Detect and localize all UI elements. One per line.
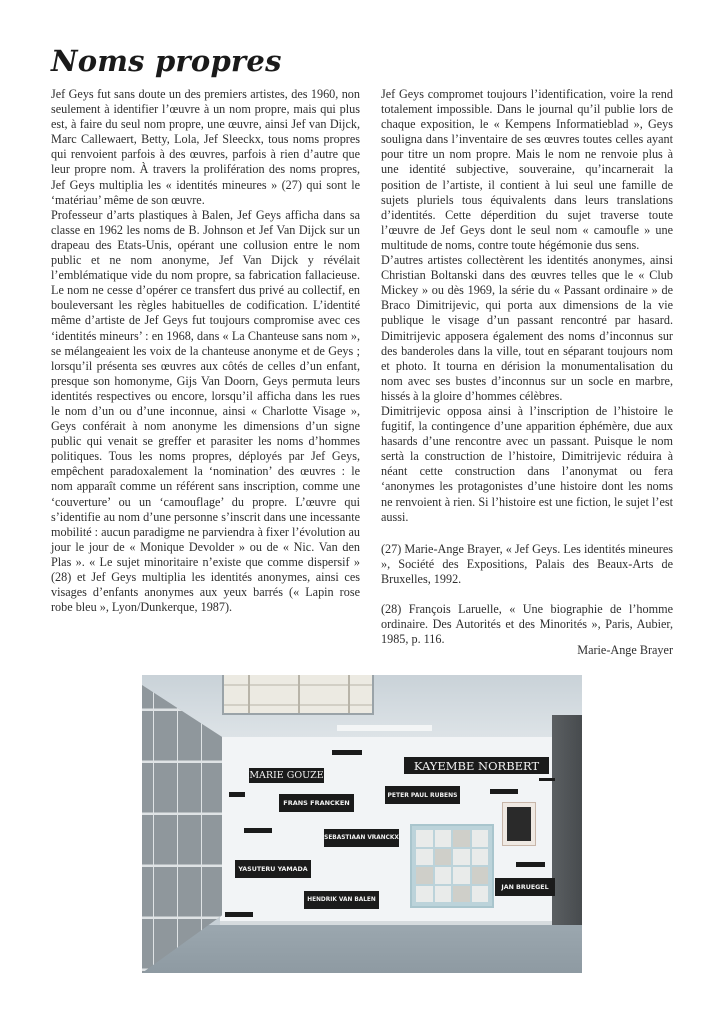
- footnote-28: (28) François Laruelle, « Une biographie de l’homme ordinaire. Des Autorités et des Minorités », Paris, Aubier, 1985, p. 116.: [381, 602, 673, 647]
- nameplate-sebastiaan-vranckx: SEBASTIAAN VRANCKX: [324, 829, 399, 847]
- paragraph: Dimitrijevic opposa ainsi à l’inscription de l’histoire le fugitif, la contingence d’une apparition éphémère, due aux hasards d’une rencontre avec un passant. Puisque le nom sertà la construction de l’histoire, Dimitrijevic réduira à néant cette construction dans l’anonymat ou fera ‘anonymes les protagonistes d’une histoire dont les noms ne renvoient à rien. Si l’histoire est une fiction, le sujet l’est aussi.: [381, 403, 673, 524]
- small-plaque: [225, 912, 253, 917]
- nameplate-kayembe-norbert: KAYEMBE NORBERT: [404, 757, 549, 774]
- ceiling-light: [337, 725, 432, 731]
- author-signature: Marie-Ange Brayer: [577, 643, 673, 657]
- paragraph: Professeur d’arts plastiques à Balen, Jef Geys afficha dans sa classe en 1962 les noms de B. Johnson et Jef Van Dijck sur un drapeau des Etats-Unis, opérant une collusion entre le nom public et ne nom anonyme, Jef Van Dijck y révélait l’emblématique vide du nom propre, sa fabrication fallacieuse. Le nom ne cesse d’opérer ce transfert dus privé au collectif, en bouleversant les règles habituelles de codification. L’identité même d’artiste de Jef Geys fut toujours compromise avec ces ‘identités mineurs’ : en 1968, dans « La Chanteuse sans nom », se mélangeaient les voix de la chanteuse anonyme et de Geys ; lorsqu’il présenta ses œuvres aux côtés de celles d’un enfant, presque son homonyme, Gijs Van Doorn, Geys permuta leurs identités respectives ou encore, lorsqu’il afficha dans les rues le nom d’un ou d’une inconnue, ainsi « Charlotte Visage », Geys conférait à nom anonyme les dimensions d’un signe public qui venait se greffer et parasiter les noms d’hommes politiques. Tous les noms propres, déployés par Jef Geys, empêchent paradoxalement la ‘nomination’ des œuvres : le nom apparaît comme un référent sans inscription, comme une ‘couverture’ ou un ‘camouflage’ du propre. L’œuvre qui s’identifie au nom d’une personne s’inscrit dans une incessante mobilité : aucun paradigme ne parviendra à fixer l’évolution au jour le jour de « Monique Devolder » ou de « Nic. Van den Plas ». « Le sujet minoritaire n’existe que comme dispersif » (28) et Jef Geys multiplia les identités anonymes, ainsi ces visages d’enfants anonymes aux yeux barrés (« Lapin rose robe bleu », Lyon/Dunkerque, 1987).: [51, 207, 360, 615]
- doorway: [552, 715, 582, 945]
- small-plaque: [244, 828, 272, 833]
- nameplate-jan-bruegel: JAN BRUEGEL: [495, 878, 555, 896]
- article-right-column: [381, 87, 673, 525]
- small-plaque: [516, 862, 545, 867]
- nameplate-peter-paul-rubens: PETER PAUL RUBENS: [385, 786, 460, 804]
- installation-photo: [142, 675, 582, 973]
- footnote-27: (27) Marie-Ange Brayer, « Jef Geys. Les identités mineures », Société des Expositions, Palais des Beaux-Arts de Bruxelles, 1992.: [381, 542, 673, 587]
- paragraph: Jef Geys fut sans doute un des premiers artistes, des 1960, non seulement à identifier l’œuvre à un nom propre, mais qui plus est, à faire du seul nom propre, une œuvre, ainsi Jef van Dijck, Marc Callewaert, Betty, Lola, Jef Sleeckx, tous noms propres qui renvoient parfois à des œuvres, parfois à rien d’autre que leur propre nom. À travers la prolifération des noms propres, Jef Geys multiplia les « identités mineures » (27) qui sont le ‘matériau’ même de son œuvre.: [51, 87, 360, 207]
- nameplate-frans-francken: FRANS FRANCKEN: [279, 794, 354, 812]
- framed-picture: [502, 802, 536, 846]
- nameplate-yasuteru-yamada: YASUTERU YAMADA: [235, 860, 311, 878]
- paragraph: D’autres artistes collectèrent les identités anonymes, ainsi Christian Boltanski dans des œuvres telles que le « Club Mickey » ou dès 1969, la série du « Passant ordinaire » de Braco Dimitrijevic, qui porta aux dimensions de la vie publique le visage d’un passant rencontré par hasard. Dimitrijevic apposera également des noms d’inconnus sur des banderoles dans la ville, tout en séparant toujours nom et photo. It tourna en dérision la monumentalisation du nom avec ses bustes d’inconnus sur un socle en marbre, hissés à la gloire d’hommes célèbres.: [381, 253, 673, 403]
- gallery-floor: [142, 925, 582, 973]
- skylight: [222, 675, 374, 715]
- nameplate-marie-gouze: MARIE GOUZE: [249, 770, 324, 781]
- newspaper-grid-panel: [410, 824, 494, 908]
- small-plaque: [332, 750, 362, 755]
- paragraph: Jef Geys compromet toujours l’identification, voire la rend totalement impossible. Dans le journal qu’il publie lors de chaque exposition, le « Kempens Informatieblad », Geys souligna dans l’inventaire de ses œuvres toutes celles ayant pour titre un nom propre. Mais le nom ne renvoie plus à une identité subjective, souveraine, qu’incarnerait la position de l’artiste, il contient à lui seul une famille de sujets pluriels tous équivalents dans leurs translations d’identités. Cette déperdition du sujet traverse toute l’œuvre de Jef Geys dont le seul nom « camoufle » une multitude de noms, contre toute hégémonie dus sens.: [381, 87, 673, 252]
- page-title: Noms propres: [51, 44, 282, 78]
- small-plaque: [229, 792, 245, 797]
- small-plaque: [539, 778, 555, 781]
- small-plaque: [490, 789, 518, 794]
- article-left-column: [51, 87, 360, 615]
- nameplate-hendrik-van-balen: HENDRIK VAN BALEN: [304, 891, 379, 909]
